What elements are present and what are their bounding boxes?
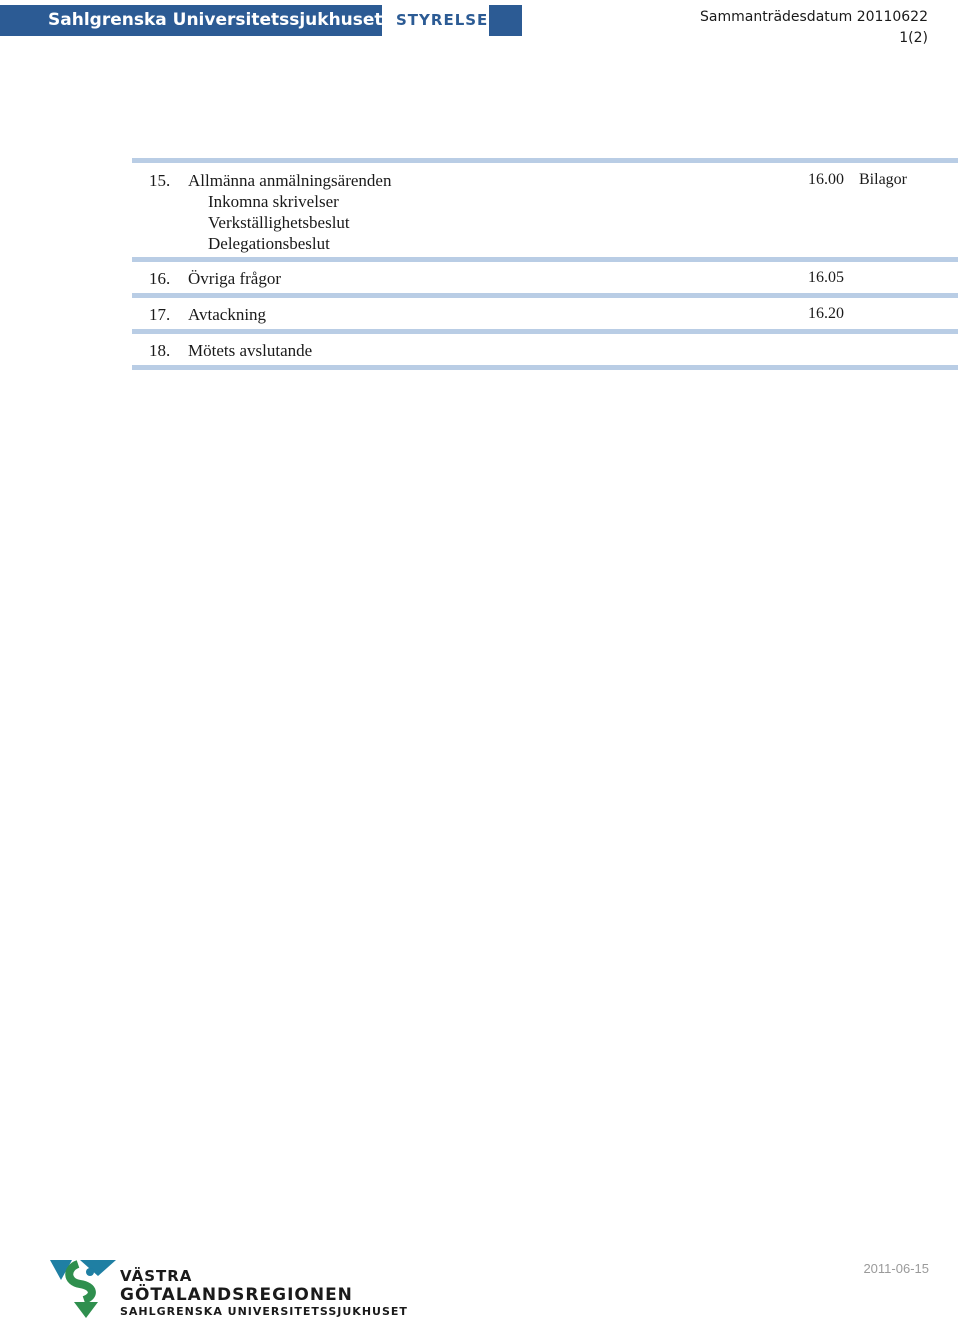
table-rule (132, 257, 958, 262)
item-note: Bilagor (859, 171, 907, 188)
table-rule (132, 329, 958, 334)
item-time: 16.00 (808, 171, 844, 188)
item-number: 16. (149, 269, 171, 288)
item-number: 18. (149, 341, 171, 360)
header-accent-block (489, 5, 522, 36)
table-rule (132, 365, 958, 370)
emblem-triangle-green (74, 1302, 98, 1318)
vgr-emblem-icon (50, 1258, 116, 1320)
logo-text-line3: SAHLGRENSKA UNIVERSITETSSJUKHUSET (120, 1305, 408, 1318)
item-number: 17. (149, 305, 171, 324)
page-indicator: 1(2) (899, 30, 928, 46)
agenda-item-18 (132, 340, 958, 362)
table-rule (132, 293, 958, 298)
print-date: 2011-06-15 (863, 1261, 929, 1276)
item-number: 15. (149, 171, 171, 190)
header-section-label: STYRELSE (384, 5, 487, 36)
sub-item: Delegationsbeslut (208, 234, 330, 253)
header-org-name: Sahlgrenska Universitetssjukhuset (0, 5, 382, 36)
agenda-item-15 (132, 170, 958, 254)
meeting-date: Sammanträdesdatum 20110622 (700, 9, 928, 25)
sub-item: Inkomna skrivelser (208, 192, 339, 211)
emblem-wedge-teal (80, 1260, 116, 1276)
table-rule (132, 158, 958, 163)
item-title (188, 170, 391, 254)
item-title-text: Allmänna anmälningsärenden (188, 171, 392, 190)
vgr-logo (50, 1258, 408, 1320)
emblem-dot (86, 1268, 94, 1276)
agenda-item-17 (132, 304, 958, 326)
item-time: 16.20 (808, 305, 844, 322)
item-title: Avtackning (188, 305, 267, 324)
sub-item: Verkställighetsbeslut (208, 213, 350, 232)
agenda-item-16 (132, 268, 958, 290)
item-title: Mötets avslutande (188, 341, 313, 360)
logo-text-line2: GÖTALANDSREGIONEN (120, 1285, 353, 1305)
item-time: 16.05 (808, 269, 844, 286)
logo-text-line1: VÄSTRA (120, 1267, 193, 1285)
item-title: Övriga frågor (188, 269, 281, 288)
